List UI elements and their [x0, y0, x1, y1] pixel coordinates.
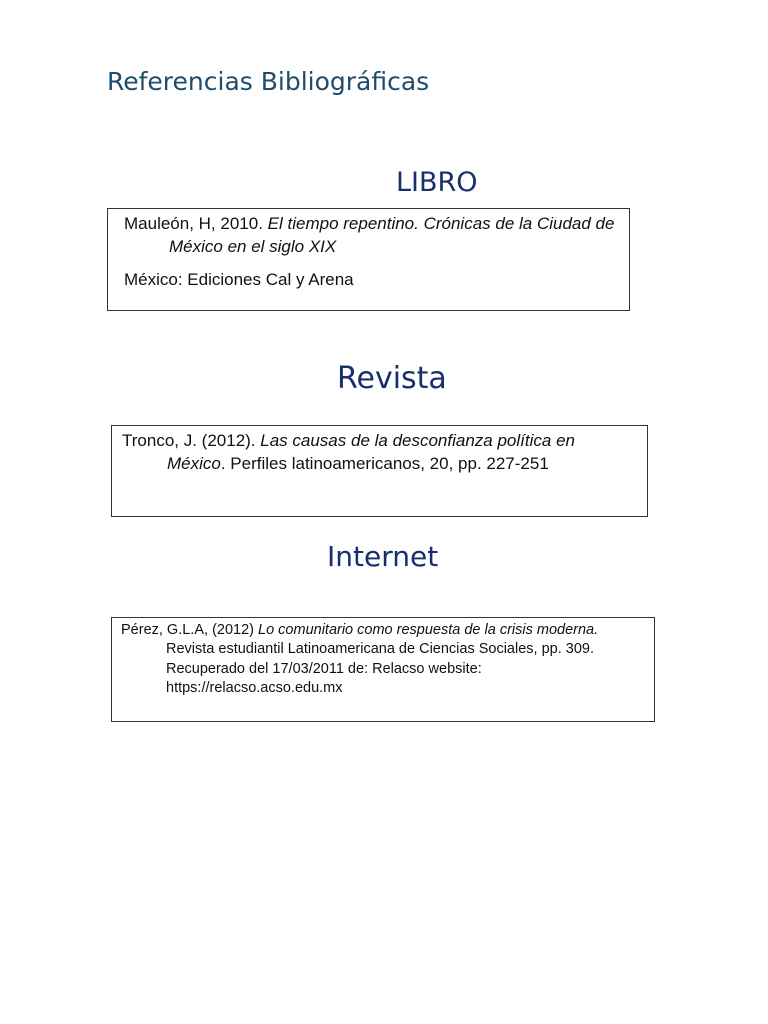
reference-entry — [121, 621, 644, 698]
section-heading-revista: Revista — [337, 361, 447, 396]
reference-work-title: El tiempo repentino. Crónicas de la Ciudad de México en el siglo XIX — [169, 214, 615, 256]
reference-entry — [124, 212, 619, 258]
reference-details: Revista estudiantil Latinoamericana de Ciencias Sociales, pp. 309. Recuperado del 17/03/2011 de: Relacso website: https://relacso.acso.edu.mx — [166, 641, 594, 696]
reference-work-title: Las causas de la desconfianza política en México — [167, 431, 575, 473]
reference-box-revista — [111, 425, 648, 517]
section-heading-internet: Internet — [327, 540, 439, 573]
reference-entry — [122, 429, 637, 475]
reference-author-year: Tronco, J. (2012). — [122, 431, 261, 450]
reference-author-year: Pérez, G.L.A, (2012) — [121, 622, 259, 638]
page-title: Referencias Bibliográficas — [107, 67, 430, 96]
reference-author-year: Mauleón, H, 2010. — [124, 214, 268, 233]
reference-box-libro — [107, 208, 630, 311]
reference-box-internet — [111, 617, 655, 722]
section-heading-libro: LIBRO — [396, 167, 478, 198]
reference-work-title: Lo comunitario como respuesta de la crisis moderna. — [258, 622, 599, 638]
reference-details: . Perfiles latinoamericanos, 20, pp. 227-251 — [220, 454, 549, 473]
reference-publisher: México: Ediciones Cal y Arena — [124, 270, 354, 289]
